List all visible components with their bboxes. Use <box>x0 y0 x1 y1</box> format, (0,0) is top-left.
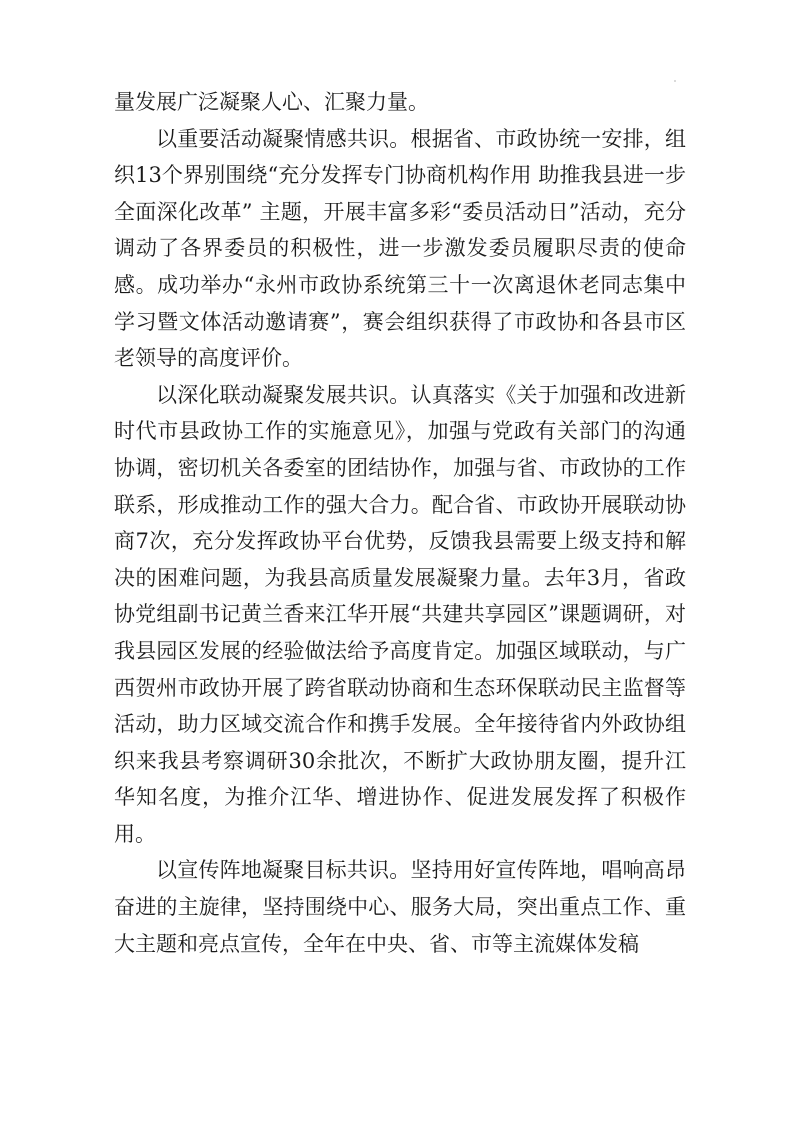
paragraph-publicity: 以宣传阵地凝聚目标共识。坚持用好宣传阵地，唱响高昂奋进的主旋律，坚持围绕中心、服务大局，突出重点工作、重大主题和亮点宣传，全年在中央、省、市等主流媒体发稿 <box>114 858 686 956</box>
paragraph-continued: 量发展广泛凝聚人心、汇聚力量。 <box>114 90 429 114</box>
scan-speck <box>674 80 676 82</box>
paragraph-linkage: 以深化联动凝聚发展共识。认真落实《关于加强和改进新时代市县政协工作的实施意见》，加强与党政有关部门的沟通协调，密切机关各委室的团结协作，加强与省、市政协的工作联系，形成推动工作的强大合力。配合省、市政协开展联动协商7次，充分发挥政协平台优势，反馈我县需要上级支持和解决的困难问题，为我县高质量发展凝聚力量。去年3月，省政协党组副书记黄兰香来江华开展“共建共享园区”课题调研，对我县园区发展的经验做法给予高度肯定。加强区域联动，与广西贺州市政协开展了跨省联动协商和生态环保联动民主监督等活动，助力区域交流合作和携手发展。全年接待省内外政协组织来我县考察调研30余批次，不断扩大政协朋友圈，提升江华知名度，为推介江华、增进协作、促进发展发挥了积极作用。 <box>114 382 686 846</box>
paragraph-activities: 以重要活动凝聚情感共识。根据省、市政协统一安排，组织13个界别围绕“充分发挥专门协商机构作用 助推我县进一步全面深化改革” 主题，开展丰富多彩“委员活动日”活动，充分调动了各界委员的积极性，进一步激发委员履职尽责的使命感。成功举办“永州市政协系统第三十一次离退休老同志集中学习暨文体活动邀请赛”，赛会组织获得了市政协和各县市区老领导的高度评价。 <box>114 126 686 371</box>
body-text <box>114 84 686 962</box>
